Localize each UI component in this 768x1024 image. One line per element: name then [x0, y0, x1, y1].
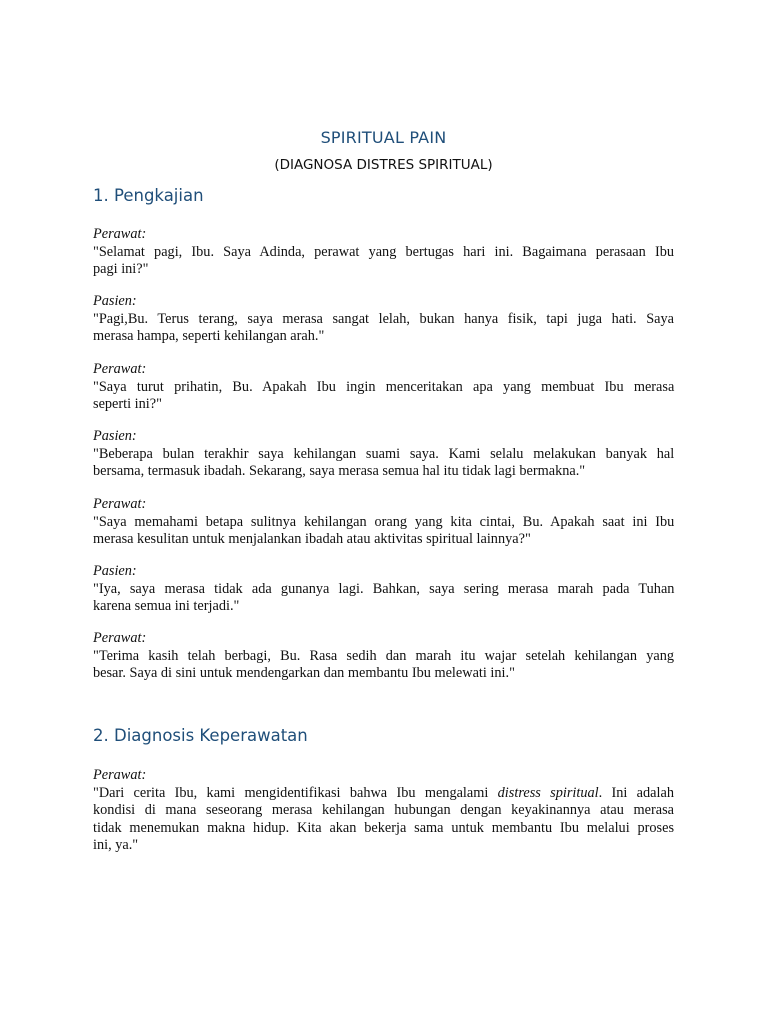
section-heading-diagnosis: 2. Diagnosis Keperawatan [93, 726, 308, 745]
dialog-line: seperti ini?" [93, 396, 162, 412]
document-subtitle: (DIAGNOSA DISTRES SPIRITUAL) [274, 157, 493, 173]
dialog-line: ini, ya." [93, 837, 139, 853]
dialog-entry [93, 767, 674, 855]
dialog-entry [93, 563, 674, 616]
dialog-entry [93, 361, 674, 414]
dialog-text: "Dari cerita Ibu, kami mengidentifikasi bahwa Ibu mengalami [93, 784, 498, 801]
dialog-line: "Pagi,Bu. Terus terang, saya merasa sangat lelah, bukan hanya fisik, tapi juga hati. Saya [93, 310, 674, 327]
dialog-entry [93, 226, 674, 279]
speaker-label: Perawat: [93, 630, 147, 646]
document-title: SPIRITUAL PAIN [320, 128, 447, 147]
dialog-line: kondisi di mana seseorang merasa kehilangan hubungan dengan keyakinannya atau merasa [93, 802, 674, 818]
dialog-entry [93, 428, 674, 481]
speaker-label: Perawat: [93, 496, 147, 512]
dialog-line: bersama, termasuk ibadah. Sekarang, saya merasa semua hal itu tidak lagi bermakna." [93, 463, 586, 479]
dialog-line: "Beberapa bulan terakhir saya kehilangan suami saya. Kami selalu melakukan banyak hal [93, 445, 675, 462]
dialog-line: "Iya, saya merasa tidak ada gunanya lagi. Bahkan, saya sering merasa marah pada Tuhan [93, 580, 675, 597]
speaker-label: Perawat: [93, 361, 147, 377]
dialog-line: pagi ini?" [93, 261, 149, 277]
dialog-line: karena semua ini terjadi." [93, 598, 240, 614]
speaker-label: Pasien: [93, 428, 137, 444]
dialog-line: merasa hampa, seperti kehilangan arah." [93, 328, 325, 344]
dialog-line: "Saya memahami betapa sulitnya kehilangan orang yang kita cintai, Bu. Apakah saat ini Ibu [93, 513, 675, 530]
speaker-label: Pasien: [93, 293, 137, 309]
emphasized-term: distress spiritual [497, 784, 599, 801]
dialog-text: . Ini adalah [598, 784, 674, 801]
speaker-label: Perawat: [93, 226, 147, 242]
dialog-entry [93, 293, 674, 346]
dialog-entry [93, 630, 674, 683]
dialog-entry [93, 496, 674, 549]
section-heading-pengkajian: 1. Pengkajian [93, 186, 204, 205]
dialog-line: "Selamat pagi, Ibu. Saya Adinda, perawat yang bertugas hari ini. Bagaimana perasaan Ibu [93, 243, 674, 260]
dialog-line: tidak menemukan makna hidup. Kita akan bekerja sama untuk membantu Ibu melalui proses [93, 819, 675, 836]
dialog-line [93, 785, 674, 803]
speaker-label: Pasien: [93, 563, 137, 579]
speaker-label: Perawat: [93, 767, 147, 783]
dialog-line: "Saya turut prihatin, Bu. Apakah Ibu ingin menceritakan apa yang membuat Ibu merasa [93, 378, 675, 395]
dialog-line: besar. Saya di sini untuk mendengarkan dan membantu Ibu melewati ini." [93, 665, 515, 681]
dialog-line: merasa kesulitan untuk menjalankan ibadah atau aktivitas spiritual lainnya?" [93, 531, 531, 547]
dialog-line: "Terima kasih telah berbagi, Bu. Rasa sedih dan marah itu wajar setelah kehilangan yang [93, 647, 674, 664]
